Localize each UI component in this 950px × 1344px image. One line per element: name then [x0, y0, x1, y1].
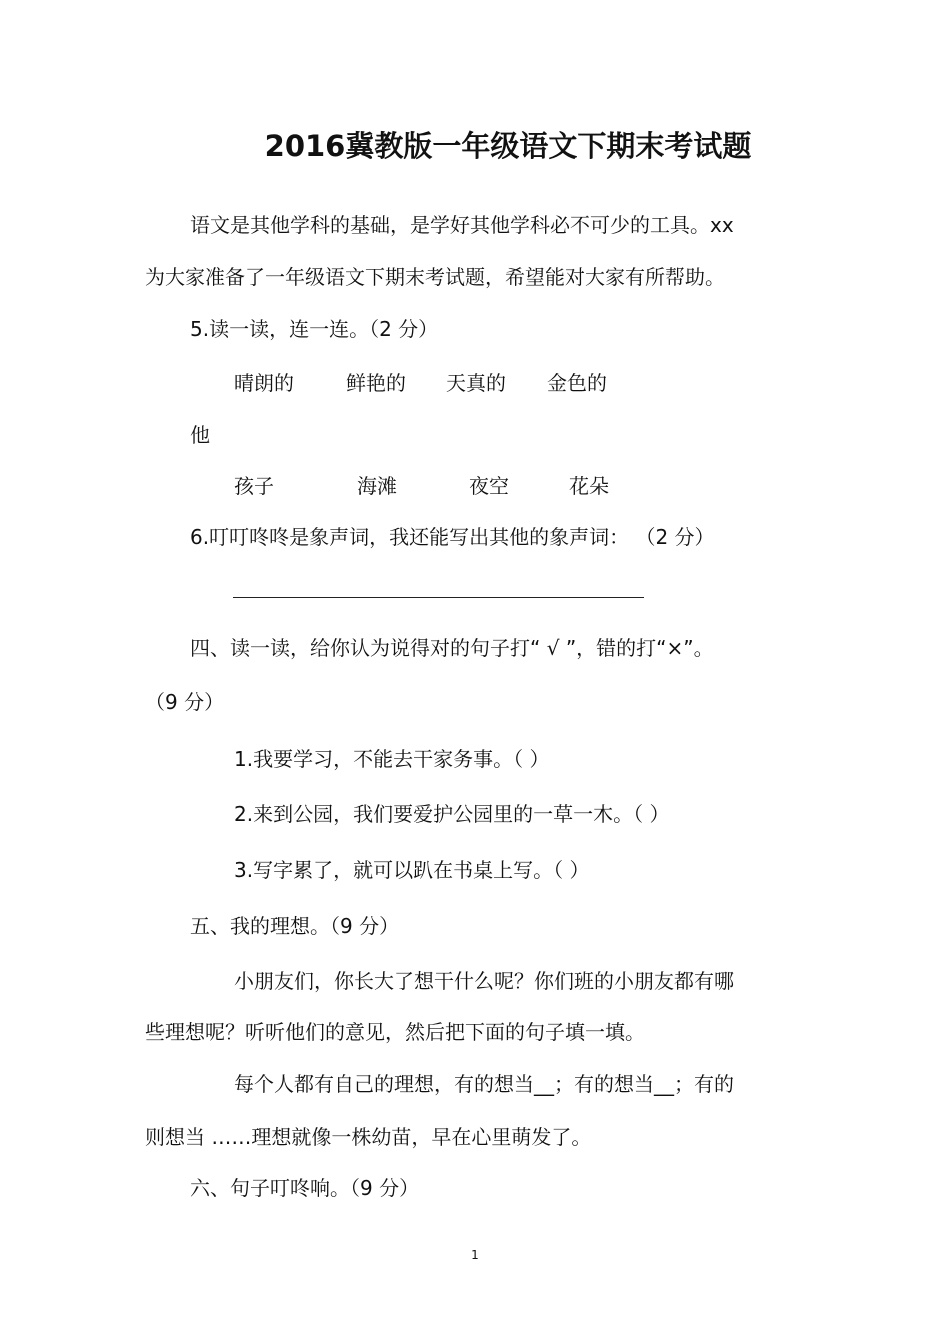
- adjective-word: 鲜艳的: [346, 371, 406, 395]
- page-number: 1: [471, 1248, 479, 1262]
- intro-line-2: 为大家准备了一年级语文下期末考试题，希望能对大家有所帮助。: [145, 265, 725, 289]
- section-6-heading: 六、句子叮咚响。（9 分）: [190, 1176, 420, 1200]
- section-4-points: （9 分）: [145, 690, 225, 714]
- judge-item: 1.我要学习，不能去干家务事。（ ）: [234, 747, 550, 771]
- section-5-para-2-line-1: 每个人都有自己的理想，有的想当__；有的想当__；有的: [234, 1072, 734, 1096]
- question-6-heading: 6.叮叮咚咚是象声词，我还能写出其他的象声词： （2 分）: [190, 525, 715, 549]
- noun-word: 孩子: [234, 474, 274, 498]
- adjective-word: 天真的: [446, 371, 506, 395]
- section-5-heading: 五、我的理想。（9 分）: [190, 914, 400, 938]
- noun-word: 花朵: [569, 474, 609, 498]
- section-4-heading: 四、读一读，给你认为说得对的句子打“ √ ”，错的打“×”。: [190, 636, 714, 660]
- adjective-word: 金色的: [547, 371, 607, 395]
- judge-item: 2.来到公园，我们要爱护公园里的一草一木。（ ）: [234, 802, 670, 826]
- question-5-heading: 5.读一读，连一连。（2 分）: [190, 317, 439, 341]
- noun-word: 海滩: [357, 474, 397, 498]
- judge-item: 3.写字累了，就可以趴在书桌上写。（ ）: [234, 858, 590, 882]
- document-title: 2016冀教版一年级语文下期末考试题: [264, 129, 752, 163]
- answer-blank-line: [233, 597, 644, 598]
- section-5-para-2-line-2: 则想当 ……理想就像一株幼苗，早在心里萌发了。: [145, 1125, 592, 1149]
- adjective-word: 晴朗的: [234, 371, 294, 395]
- section-5-para-1-line-1: 小朋友们，你长大了想干什么呢？你们班的小朋友都有哪: [234, 969, 734, 993]
- intro-line-1: 语文是其他学科的基础，是学好其他学科必不可少的工具。xx: [190, 213, 734, 237]
- section-5-para-1-line-2: 些理想呢？听听他们的意见，然后把下面的句子填一填。: [145, 1020, 645, 1044]
- extra-word: 他: [190, 423, 210, 447]
- noun-word: 夜空: [469, 474, 509, 498]
